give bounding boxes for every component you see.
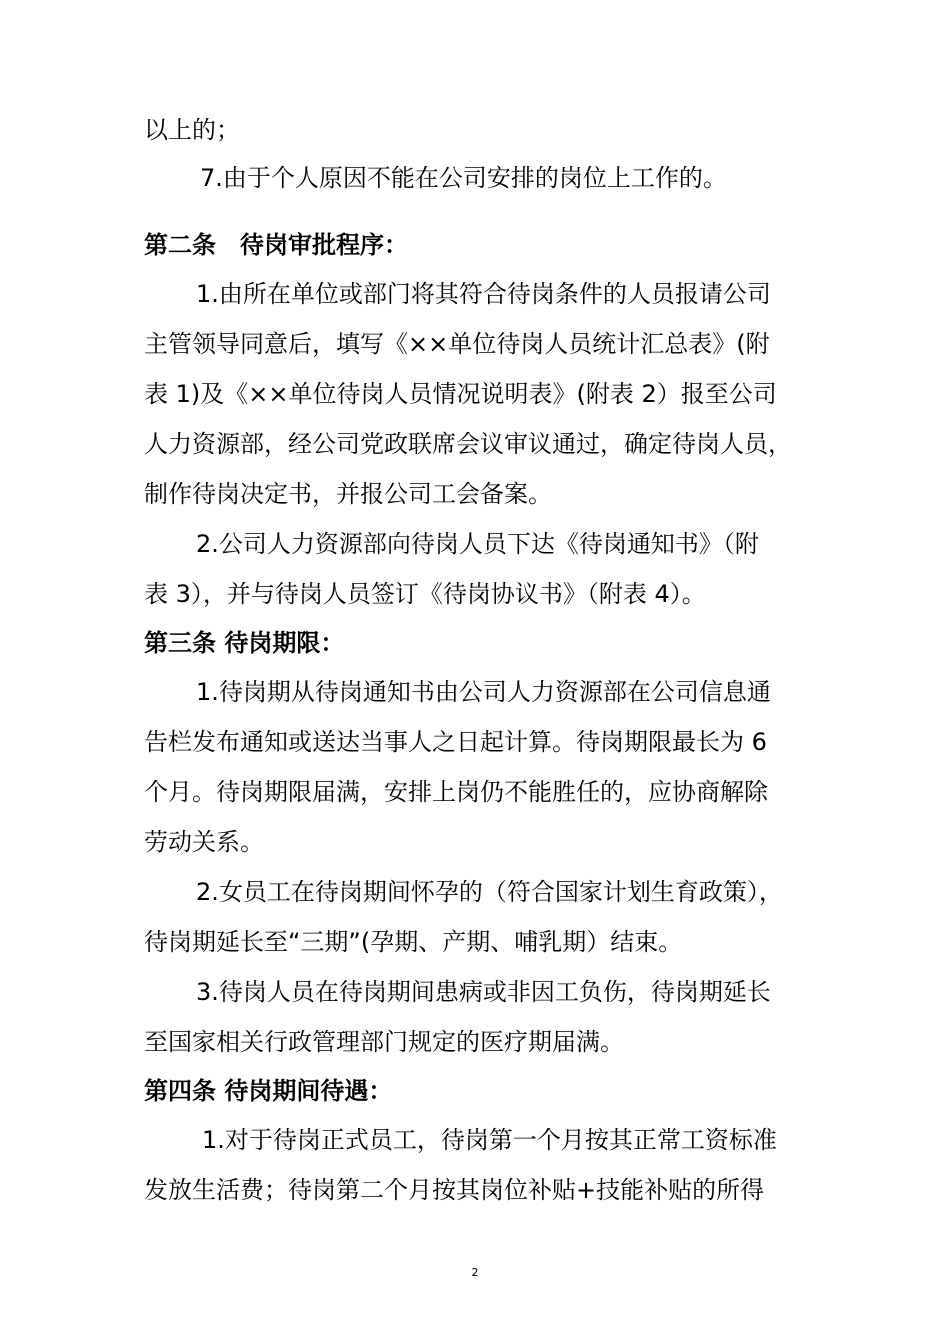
section-heading-article-3: 第三条 待岗期限： [144, 629, 345, 657]
section-heading-article-4: 第四条 待岗期间待遇： [144, 1077, 393, 1105]
text-line: 至国家相关行政管理部门规定的医疗期届满。 [144, 1028, 624, 1056]
text-line-item-7: 7.由于个人原因不能在公司安排的岗位上工作的。 [200, 164, 727, 192]
text-line: 3.待岗人员在待岗期间患病或非因工负伤，待岗期延长 [196, 978, 771, 1006]
text-line: 表 1)及《××单位待岗人员情况说明表》(附表 2）报至公司 [144, 380, 777, 408]
text-line: 人力资源部，经公司党政联席会议审议通过，确定待岗人员， [144, 430, 792, 458]
text-line-continuation: 以上的； [144, 116, 240, 144]
text-line: 劳动关系。 [144, 828, 264, 856]
text-line: 主管领导同意后，填写《××单位待岗人员统计汇总表》(附 [144, 330, 770, 358]
text-line: 1.由所在单位或部门将其符合待岗条件的人员报请公司 [196, 280, 771, 308]
text-line: 2.女员工在待岗期间怀孕的（符合国家计划生育政策）， [196, 878, 783, 906]
text-line: 1.对于待岗正式员工，待岗第一个月按其正常工资标准 [202, 1126, 777, 1154]
section-heading-article-2: 第二条 待岗审批程序： [144, 231, 408, 259]
text-line: 表 3），并与待岗人员签订《待岗协议书》（附表 4）。 [144, 580, 706, 608]
text-line: 1.待岗期从待岗通知书由公司人力资源部在公司信息通 [196, 678, 771, 706]
text-line: 2.公司人力资源部向待岗人员下达《待岗通知书》（附 [196, 530, 759, 558]
text-line: 告栏发布通知或送达当事人之日起计算。待岗期限最长为 6 [144, 728, 767, 756]
page-number: 2 [471, 1266, 479, 1279]
text-line: 个月。待岗期限届满，安排上岗仍不能胜任的，应协商解除 [144, 778, 768, 806]
text-line: 待岗期延长至“三期”(孕期、产期、哺乳期）结束。 [144, 928, 683, 956]
text-line: 制作待岗决定书，并报公司工会备案。 [144, 480, 552, 508]
text-line: 发放生活费；待岗第二个月按其岗位补贴+技能补贴的所得 [144, 1176, 765, 1204]
